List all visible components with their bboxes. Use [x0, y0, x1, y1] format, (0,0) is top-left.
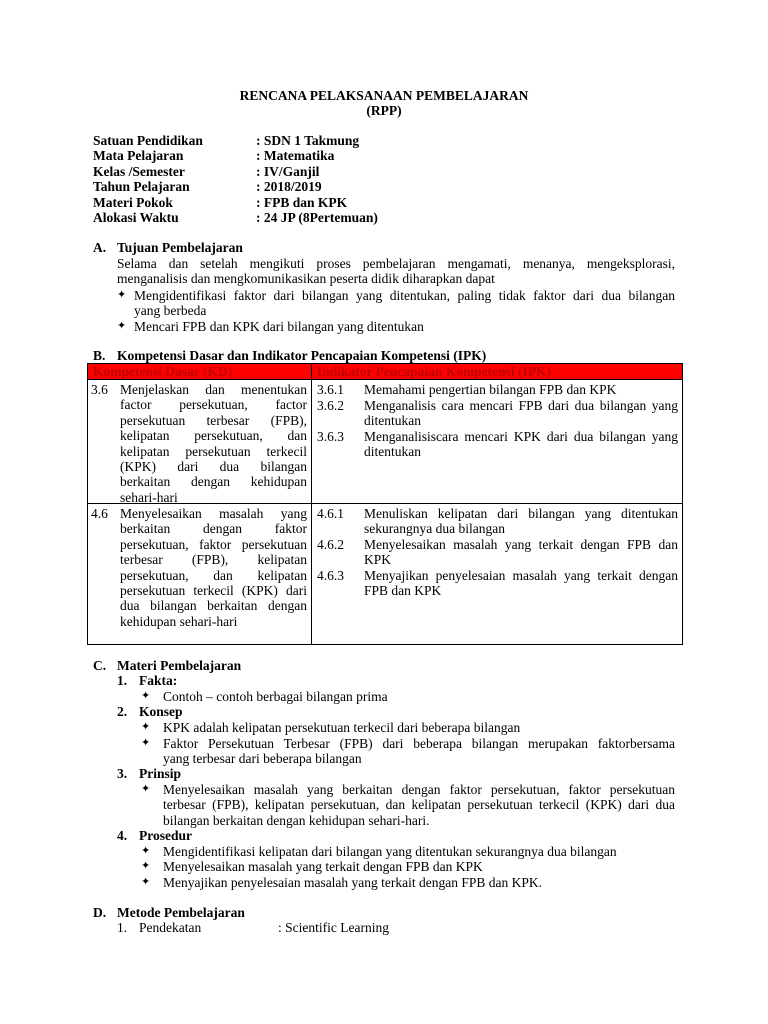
header-ipk: Indikator Pencapaian Kompetensi (IPK) — [312, 364, 683, 380]
subsection-title: Fakta: — [139, 673, 178, 688]
subsection-title: Konsep — [139, 704, 183, 719]
kd-number: 4.6 — [91, 506, 108, 521]
star-bullet-icon: ✦ — [141, 737, 151, 749]
method-number: 1. — [117, 920, 128, 935]
identity-label: Alokasi Waktu — [93, 209, 179, 225]
identity-row — [93, 133, 378, 148]
identity-label: Tahun Pelajaran — [93, 179, 190, 195]
section-letter: D. — [93, 905, 107, 920]
star-bullet-icon: ✦ — [141, 783, 151, 795]
section-title: Metode Pembelajaran — [117, 905, 245, 920]
bullet-text: Menyelesaikan masalah yang terkait dengan FPB dan KPK — [163, 859, 483, 874]
bullet-item — [141, 782, 675, 830]
bullet-item — [141, 689, 675, 705]
kd-line: terbesar (FPB), kelipatan — [120, 552, 307, 568]
subsection-heading — [117, 673, 177, 688]
indicator-number: 4.6.3 — [317, 568, 344, 583]
bullet-line: Mengidentifikasi faktor dari bilangan yang ditentukan, paling tidak faktor dari dua bilangan — [134, 288, 675, 303]
bullet-line: yang berbeda — [134, 303, 207, 319]
identity-row — [93, 195, 378, 210]
subsection-title: Prosedur — [139, 828, 192, 843]
kd-line: kelipatan persekutuan terkecil — [120, 443, 307, 459]
indicator-number: 3.6.3 — [317, 429, 344, 444]
indicator-line: Menyelesaikan masalah yang terkait dengan FPB dan — [364, 537, 678, 552]
doc-subtitle: (RPP) — [366, 103, 402, 118]
identity-label: Kelas /Semester — [93, 163, 185, 179]
identity-label: Satuan Pendidikan — [93, 133, 203, 148]
indicator-line: ditentukan — [364, 444, 421, 460]
ipk-cell — [312, 380, 683, 504]
kd-number: 3.6 — [91, 382, 108, 397]
identity-value: : FPB dan KPK — [256, 194, 348, 210]
kd-line: kelipatan persekutuan, dan — [120, 428, 307, 444]
identity-value: : Matematika — [256, 148, 335, 164]
identity-value: : 24 JP (8Pertemuan) — [256, 209, 378, 225]
bullet-line: Menyelesaikan masalah yang berkaitan dengan faktor persekutuan, faktor persekutuan — [163, 782, 675, 797]
bullet-line: terbesar (FPB), kelipatan persekutuan, dan kelipatan persekutuan terkecil (KPK) dari dua — [163, 797, 675, 813]
table-row — [88, 504, 683, 645]
star-bullet-icon: ✦ — [141, 690, 151, 702]
identity-row — [93, 179, 378, 194]
section-a-heading — [93, 240, 243, 255]
section-letter: C. — [93, 658, 107, 673]
section-c-heading — [93, 658, 241, 673]
identity-value: : SDN 1 Takmung — [256, 133, 360, 148]
bullet-item — [141, 859, 675, 875]
intro-line: menganalisis dan mengkomunikasikan peserta didik diharapkan dapat — [117, 271, 495, 287]
indicator-line: Menuliskan kelipatan dari bilangan yang ditentukan — [364, 506, 678, 521]
kd-line: Menjelaskan dan menentukan — [120, 382, 307, 397]
star-bullet-icon: ✦ — [141, 876, 151, 888]
kd-line: Menyelesaikan masalah yang — [120, 506, 307, 521]
intro-line: Selama dan setelah mengikuti proses pembelajaran mengamati, menanya, mengeksplorasi, — [117, 256, 675, 271]
subsection-heading — [117, 704, 183, 719]
kd-line: persekutuan, faktor persekutuan — [120, 536, 307, 552]
indicator-number: 4.6.1 — [317, 506, 344, 521]
kd-line: persekutuan terbesar (FPB), — [120, 412, 307, 428]
section-letter: A. — [93, 240, 107, 255]
subsection-number: 1. — [117, 673, 128, 688]
bullet-text: KPK adalah kelipatan persekutuan terkecil dari beberapa bilangan — [163, 720, 521, 735]
section-a-intro — [117, 256, 675, 287]
kd-line: factor persekutuan, factor — [120, 397, 307, 413]
kd-line: sehari-hari — [120, 489, 178, 505]
bullet-text: Menyajikan penyelesaian masalah yang terkait dengan FPB dan KPK. — [163, 875, 543, 890]
bullet-text: Mengidentifikasi kelipatan dari bilangan yang ditentukan sekurangnya dua bilangan — [163, 844, 617, 859]
star-bullet-icon: ✦ — [141, 845, 151, 857]
ipk-cell — [312, 504, 683, 645]
kd-line: persekutuan terkecil (KPK) dari — [120, 583, 307, 599]
bullet-item — [141, 720, 675, 736]
indicator-number: 4.6.2 — [317, 537, 344, 552]
kd-line: persekutuan, dan kelipatan — [120, 567, 307, 583]
indicator-line: KPK — [364, 552, 392, 568]
identity-label: Mata Pelajaran — [93, 148, 184, 164]
indicator-line: Memahami pengertian bilangan FPB dan KPK — [364, 382, 617, 397]
subsection-title: Prinsip — [139, 766, 182, 781]
subsection-heading — [117, 766, 181, 781]
method-label: Pendekatan — [139, 920, 202, 935]
header-kd: Kompetensi Dasar (KD) — [88, 364, 312, 380]
star-bullet-icon: ✦ — [141, 721, 151, 733]
kd-line: berkaitan dengan faktor — [120, 521, 307, 537]
method-item — [117, 920, 389, 935]
table-row — [88, 380, 683, 504]
doc-title: RENCANA PELAKSANAAN PEMBELAJARAN — [239, 88, 529, 103]
section-letter: B. — [93, 348, 106, 363]
star-bullet-icon: ✦ — [117, 320, 127, 332]
identity-block — [93, 133, 378, 225]
indicator-line: Menyajikan penyelesaian masalah yang terkait dengan — [364, 568, 678, 583]
bullet-line: yang terbesar dari beberapa bilangan — [163, 751, 362, 767]
subsection-heading — [117, 828, 192, 843]
kd-line: (KPK) dari dua bilangan — [120, 459, 307, 475]
bullet-item — [141, 875, 675, 891]
bullet-line: bilangan berkaitan dengan kehidupan sehari-hari. — [163, 812, 430, 828]
identity-value: : IV/Ganjil — [256, 163, 320, 179]
star-bullet-icon: ✦ — [141, 860, 151, 872]
identity-row — [93, 148, 378, 163]
indicator-line: FPB dan KPK — [364, 583, 442, 599]
bullet-item — [117, 319, 675, 335]
kd-line: dua bilangan berkaitan dengan — [120, 598, 307, 614]
identity-label: Materi Pokok — [93, 194, 173, 210]
section-title: Materi Pembelajaran — [117, 658, 242, 673]
kd-cell — [88, 380, 312, 504]
section-b-heading — [93, 348, 486, 363]
bullet-item — [141, 736, 675, 768]
indicator-line: Menganalisis cara mencari FPB dari dua bilangan yang — [364, 398, 678, 413]
section-title: Kompetensi Dasar dan Indikator Pencapaian Kompetensi (IPK) — [117, 348, 487, 363]
bullet-item — [117, 288, 675, 320]
method-value: : Scientific Learning — [278, 920, 389, 935]
kd-line: berkaitan dengan kehidupan — [120, 474, 307, 490]
indicator-number: 3.6.1 — [317, 382, 344, 397]
subsection-number: 3. — [117, 766, 128, 781]
competency-table — [87, 363, 683, 645]
identity-value: : 2018/2019 — [256, 179, 322, 195]
table-header-row — [88, 364, 683, 380]
identity-row — [93, 210, 378, 225]
kd-line: kehidupan sehari-hari — [120, 613, 238, 629]
identity-row — [93, 164, 378, 179]
bullet-item — [141, 844, 675, 860]
star-bullet-icon: ✦ — [117, 289, 127, 301]
section-d-heading — [93, 905, 245, 920]
subsection-number: 4. — [117, 828, 128, 843]
bullet-text: Mencari FPB dan KPK dari bilangan yang ditentukan — [134, 319, 424, 334]
indicator-line: Menganalisiscara mencari KPK dari dua bilangan yang — [364, 429, 678, 444]
bullet-text: Contoh – contoh berbagai bilangan prima — [163, 689, 388, 704]
subsection-number: 2. — [117, 704, 128, 719]
indicator-line: sekurangnya dua bilangan — [364, 521, 505, 537]
indicator-number: 3.6.2 — [317, 398, 344, 413]
kd-cell — [88, 504, 312, 645]
bullet-line: Faktor Persekutuan Terbesar (FPB) dari beberapa bilangan merupakan faktorbersama — [163, 736, 675, 751]
indicator-line: ditentukan — [364, 413, 421, 429]
section-title: Tujuan Pembelajaran — [117, 240, 243, 255]
